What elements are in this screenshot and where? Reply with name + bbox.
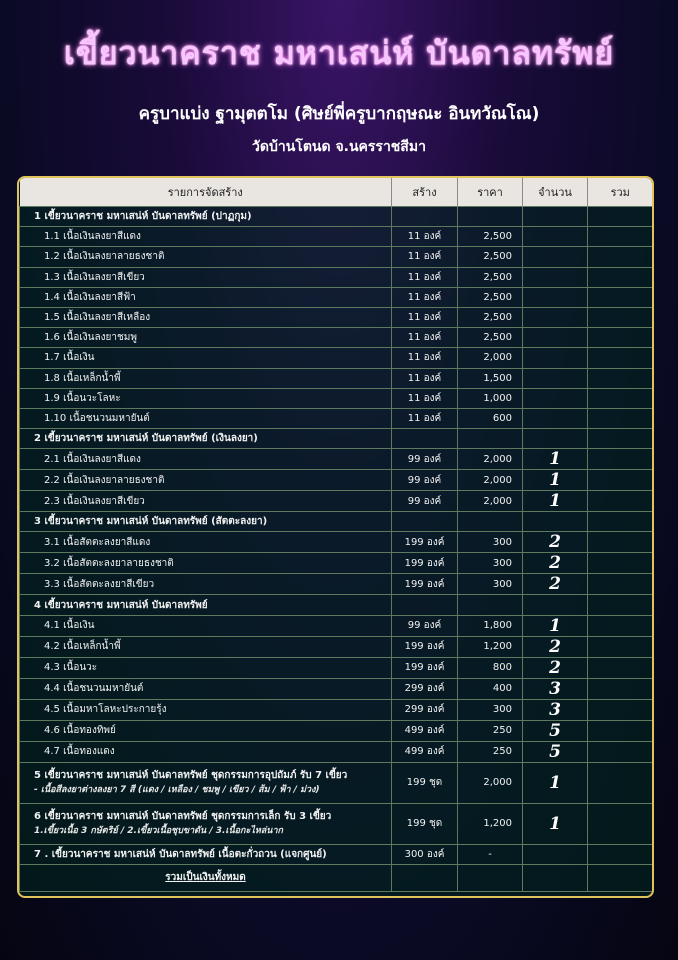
item-name: 4.1 เนื้อเงิน: [20, 615, 392, 636]
item-made: 11 องค์: [392, 247, 458, 267]
item-price: 2,000: [458, 491, 523, 512]
item-sum: [588, 470, 653, 491]
item-qty: [523, 307, 588, 327]
item-sum: [588, 307, 653, 327]
item-sum: [588, 844, 653, 864]
item-made: 11 องค์: [392, 227, 458, 247]
item-qty: 2: [523, 574, 588, 595]
item-name: 3.2 เนื้อสัตตะลงยาลายธงชาติ: [20, 553, 392, 574]
table-row: [20, 491, 653, 512]
item-made: 99 องค์: [392, 449, 458, 470]
item-qty: 3: [523, 678, 588, 699]
item-made: 499 องค์: [392, 720, 458, 741]
item-sum: [588, 720, 653, 741]
item-qty: [523, 368, 588, 388]
item-made: 299 องค์: [392, 699, 458, 720]
item-sum: [588, 678, 653, 699]
item-name: 1.8 เนื้อเหล็กน้ำพี้: [20, 368, 392, 388]
total-label: รวมเป็นเงินทั้งหมด: [20, 864, 392, 891]
group-title: 4 เขี้ยวนาคราช มหาเสน่ห์ บันดาลทรัพย์: [20, 595, 392, 615]
item-title: 6 เขี้ยวนาคราช มหาเสน่ห์ บันดาลทรัพย์ ชุดกรรมการเล็ก รับ 3 เขี้ยว: [34, 810, 332, 822]
item-qty: 2: [523, 553, 588, 574]
item-sum: [588, 574, 653, 595]
item-sum: [588, 657, 653, 678]
table-row: [20, 844, 653, 864]
item-detail: - เนื้อสีลงยาต่างลงยา 7 สี (แดง / เหลือง / ชมพู / เขียว / ส้ม / ฟ้า / ม่วง): [34, 784, 320, 795]
item-sum: [588, 762, 653, 803]
table-row: [20, 657, 653, 678]
item-name: 4.3 เนื้อนวะ: [20, 657, 392, 678]
item-qty: [523, 247, 588, 267]
item-qty: 1: [523, 803, 588, 844]
group-title: 1 เขี้ยวนาคราช มหาเสน่ห์ บันดาลทรัพย์ (ปาฏกุม): [20, 207, 392, 227]
item-qty: 5: [523, 741, 588, 762]
item-made: 99 องค์: [392, 615, 458, 636]
item-made: 11 องค์: [392, 388, 458, 408]
empty-cell: [392, 207, 458, 227]
item-made: 99 องค์: [392, 470, 458, 491]
header-made: สร้าง: [392, 178, 458, 207]
item-qty: 2: [523, 657, 588, 678]
item-name: 1.10 เนื้อชนวนมหายันต์: [20, 408, 392, 428]
item-sum: [588, 348, 653, 368]
empty-cell: [588, 864, 653, 891]
empty-cell: [588, 595, 653, 615]
item-price: 2,000: [458, 449, 523, 470]
empty-cell: [523, 864, 588, 891]
item-name: 1.6 เนื้อเงินลงยาชมพู: [20, 328, 392, 348]
item-price: 400: [458, 678, 523, 699]
item-title: 5 เขี้ยวนาคราช มหาเสน่ห์ บันดาลทรัพย์ ชุดกรรมการอุปถัมภ์ รับ 7 เขี้ยว: [34, 769, 348, 781]
empty-cell: [458, 207, 523, 227]
table-row: [20, 699, 653, 720]
table-row: [20, 388, 653, 408]
item-made: 199 องค์: [392, 532, 458, 553]
item-price: 250: [458, 720, 523, 741]
item-name: 4.4 เนื้อชนวนมหายันต์: [20, 678, 392, 699]
item-qty: [523, 408, 588, 428]
item-price: 2,000: [458, 470, 523, 491]
table-group-row: [20, 207, 653, 227]
item-qty: 2: [523, 532, 588, 553]
item-price: 2,500: [458, 227, 523, 247]
empty-cell: [588, 207, 653, 227]
item-qty: [523, 348, 588, 368]
item-price: 2,500: [458, 328, 523, 348]
item-price: 1,200: [458, 636, 523, 657]
item-made: 11 องค์: [392, 307, 458, 327]
item-qty: 1: [523, 470, 588, 491]
item-price: 800: [458, 657, 523, 678]
table-row: [20, 532, 653, 553]
item-name: 1.9 เนื้อนวะโลหะ: [20, 388, 392, 408]
item-made: 300 องค์: [392, 844, 458, 864]
item-sum: [588, 227, 653, 247]
item-sum: [588, 532, 653, 553]
item-name: 1.3 เนื้อเงินลงยาสีเขียว: [20, 267, 392, 287]
empty-cell: [458, 512, 523, 532]
empty-cell: [523, 595, 588, 615]
table-row: [20, 348, 653, 368]
item-made: 199 องค์: [392, 574, 458, 595]
header-item: รายการจัดสร้าง: [20, 178, 392, 207]
item-made: 11 องค์: [392, 368, 458, 388]
empty-cell: [588, 512, 653, 532]
empty-cell: [458, 595, 523, 615]
item-price: 300: [458, 699, 523, 720]
item-qty: 2: [523, 636, 588, 657]
item-name: 4.5 เนื้อมหาโลหะประกายรุ้ง: [20, 699, 392, 720]
table-row: [20, 762, 653, 803]
table-row: [20, 227, 653, 247]
item-made: 199 ชุด: [392, 762, 458, 803]
item-made: 11 องค์: [392, 328, 458, 348]
item-price: 2,000: [458, 762, 523, 803]
table-row: [20, 720, 653, 741]
item-qty: 1: [523, 762, 588, 803]
empty-cell: [588, 429, 653, 449]
header-sum: รวม: [588, 178, 653, 207]
table-row: [20, 470, 653, 491]
item-name: 3.3 เนื้อสัตตะลงยาสีเขียว: [20, 574, 392, 595]
group-title: 2 เขี้ยวนาคราช มหาเสน่ห์ บันดาลทรัพย์ (เงินลงยา): [20, 429, 392, 449]
item-qty: [523, 844, 588, 864]
item-sum: [588, 247, 653, 267]
item-detail: 1.เขี้ยวเนื้อ 3 กษัตริย์ / 2.เขี้ยวเนื้อชุบขาดัน / 3.เนื้อกะไหล่นาก: [34, 825, 283, 836]
item-name: 1.2 เนื้อเงินลงยาลายธงชาติ: [20, 247, 392, 267]
item-qty: [523, 227, 588, 247]
item-qty: 1: [523, 491, 588, 512]
page-title: เขี้ยวนาคราช มหาเสน่ห์ บันดาลทรัพย์: [63, 34, 615, 72]
item-sum: [588, 491, 653, 512]
item-sum: [588, 803, 653, 844]
item-made: 11 องค์: [392, 408, 458, 428]
item-made: 11 องค์: [392, 348, 458, 368]
item-price: 2,500: [458, 267, 523, 287]
empty-cell: [392, 512, 458, 532]
item-name: 1.4 เนื้อเงินลงยาสีฟ้า: [20, 287, 392, 307]
table-row: [20, 328, 653, 348]
table-group-row: [20, 512, 653, 532]
item-name: 4.7 เนื้อทองแดง: [20, 741, 392, 762]
item-price: 300: [458, 574, 523, 595]
item-made: 199 องค์: [392, 657, 458, 678]
header-qty: จำนวน: [523, 178, 588, 207]
item-sum: [588, 388, 653, 408]
table-row: [20, 678, 653, 699]
order-table: [17, 176, 654, 898]
item-sum: [588, 615, 653, 636]
item-sum: [588, 449, 653, 470]
item-name: 3.1 เนื้อสัตตะลงยาสีแดง: [20, 532, 392, 553]
item-qty: 5: [523, 720, 588, 741]
item-price: 600: [458, 408, 523, 428]
table-row: [20, 803, 653, 844]
item-sum: [588, 699, 653, 720]
item-name: 1.1 เนื้อเงินลงยาสีแดง: [20, 227, 392, 247]
item-name: [20, 803, 392, 844]
item-sum: [588, 553, 653, 574]
item-qty: [523, 267, 588, 287]
empty-cell: [392, 864, 458, 891]
empty-cell: [458, 429, 523, 449]
group-title: 3 เขี้ยวนาคราช มหาเสน่ห์ บันดาลทรัพย์ (สัตตะลงยา): [20, 512, 392, 532]
item-price: 2,500: [458, 247, 523, 267]
empty-cell: [523, 512, 588, 532]
item-name: [20, 762, 392, 803]
item-sum: [588, 287, 653, 307]
item-made: 199 ชุด: [392, 803, 458, 844]
item-made: 299 องค์: [392, 678, 458, 699]
item-price: 2,500: [458, 307, 523, 327]
header-price: ราคา: [458, 178, 523, 207]
item-made: 11 องค์: [392, 287, 458, 307]
item-price: 2,000: [458, 348, 523, 368]
item-name: 1.5 เนื้อเงินลงยาสีเหลือง: [20, 307, 392, 327]
item-sum: [588, 368, 653, 388]
item-made: 199 องค์: [392, 553, 458, 574]
table-row: [20, 449, 653, 470]
table-row: [20, 553, 653, 574]
table-row: [20, 287, 653, 307]
item-name: 4.6 เนื้อทองทิพย์: [20, 720, 392, 741]
item-name: 2.2 เนื้อเงินลงยาลายธงชาติ: [20, 470, 392, 491]
table-header: [20, 178, 653, 207]
table-group-row: [20, 595, 653, 615]
item-sum: [588, 636, 653, 657]
item-price: 1,500: [458, 368, 523, 388]
item-price: 1,200: [458, 803, 523, 844]
item-qty: [523, 328, 588, 348]
table-row: [20, 247, 653, 267]
empty-cell: [458, 864, 523, 891]
item-price: 300: [458, 553, 523, 574]
empty-cell: [392, 595, 458, 615]
item-price: 300: [458, 532, 523, 553]
item-price: 1,000: [458, 388, 523, 408]
item-name: 7 . เขี้ยวนาคราช มหาเสน่ห์ บันดาลทรัพย์ เนื้อตะกั่วถวน (แจกศูนย์): [20, 844, 392, 864]
table-row: [20, 574, 653, 595]
item-qty: [523, 287, 588, 307]
table-row: [20, 615, 653, 636]
item-sum: [588, 267, 653, 287]
item-name: 1.7 เนื้อเงิน: [20, 348, 392, 368]
location: วัดบ้านโตนด จ.นครราชสีมา: [252, 139, 426, 155]
table-row: [20, 267, 653, 287]
item-price: 1,800: [458, 615, 523, 636]
item-price: 2,500: [458, 287, 523, 307]
item-qty: 3: [523, 699, 588, 720]
item-made: 99 องค์: [392, 491, 458, 512]
table-row: [20, 741, 653, 762]
table-row: [20, 408, 653, 428]
subtitle: ครูบาแบ่ง ฐามุตตโม (ศิษย์พี่ครูบากฤษณะ อินทวัณโณ): [138, 104, 540, 124]
empty-cell: [523, 429, 588, 449]
item-made: 11 องค์: [392, 267, 458, 287]
item-price: 250: [458, 741, 523, 762]
table-group-row: [20, 429, 653, 449]
item-sum: [588, 408, 653, 428]
table-row: [20, 368, 653, 388]
item-qty: 1: [523, 449, 588, 470]
empty-cell: [523, 207, 588, 227]
table-row: [20, 307, 653, 327]
item-name: 4.2 เนื้อเหล็กน้ำพี้: [20, 636, 392, 657]
item-sum: [588, 741, 653, 762]
item-name: 2.3 เนื้อเงินลงยาสีเขียว: [20, 491, 392, 512]
item-price: -: [458, 844, 523, 864]
table-row: [20, 636, 653, 657]
item-made: 499 องค์: [392, 741, 458, 762]
item-name: 2.1 เนื้อเงินลงยาสีแดง: [20, 449, 392, 470]
item-qty: [523, 388, 588, 408]
item-qty: 1: [523, 615, 588, 636]
total-row: [20, 864, 653, 891]
empty-cell: [392, 429, 458, 449]
item-sum: [588, 328, 653, 348]
item-made: 199 องค์: [392, 636, 458, 657]
